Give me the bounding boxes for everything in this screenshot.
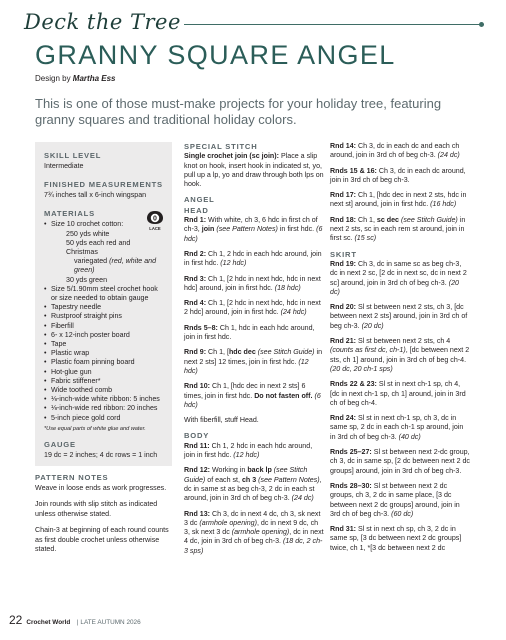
round-instruction: Rnd 11: Ch 1, 2 hdc in each hdc around, join in first hdc. (12 hdc) xyxy=(184,441,313,460)
list-item: • Size 10 crochet cotton: xyxy=(44,220,164,229)
pattern-note: Join rounds with slip stitch as indicated unless otherwise stated. xyxy=(35,500,158,518)
round-instruction: Rnds 22 & 23: Sl st in next ch-1 sp, ch 4, [dc in next ch-1 sp, ch 1] around, join in 3rd ch of beg ch-4. xyxy=(330,380,466,407)
list-item: • 5-inch piece gold cord xyxy=(44,414,164,423)
instructions-column-2 xyxy=(184,142,324,562)
list-item: • Plastic foam pinning board xyxy=(44,358,164,367)
page-footer xyxy=(9,611,141,629)
round-instruction: Rnds 5–8: Ch 1, hdc in each hdc around, join in first hdc. xyxy=(184,323,315,342)
pattern-notes xyxy=(35,473,175,561)
list-item: 250 yds white xyxy=(66,229,110,238)
pattern-note: Chain-3 at beginning of each round counts as first double crochet unless otherwise stated. xyxy=(35,526,169,554)
round-instruction: Rnd 12: Working in back lp (see Stitch Guide) of each st, ch 3 (see Pattern Notes), dc in same st as beg ch-3, 2 dc in each st around, join in 3rd ch of beg ch-3. (24 dc) xyxy=(184,466,322,503)
list-item: • Fabric stiffener* xyxy=(44,377,164,386)
special-stitch-heading: SPECIAL STITCH xyxy=(184,142,258,151)
skill-level: Intermediate xyxy=(44,162,84,170)
angel-heading: ANGEL xyxy=(184,195,215,205)
body-subheading: BODY xyxy=(184,431,210,441)
instruction-text: With fiberfill, stuff Head. xyxy=(184,416,259,425)
round-instruction: Rnds 15 & 16: Ch 3, dc in each dc around, join in 3rd ch of beg ch-3. xyxy=(330,166,466,184)
round-instruction: Rnds 28–30: Sl st between next 2 dc groups, ch 3, 2 dc in same place, [3 dc between next 2 dc groups] around, join in 3rd ch of beg ch-3. (60 dc) xyxy=(330,481,460,518)
header-divider xyxy=(184,24,484,25)
list-item: • ⅛-inch-wide white ribbon: 5 inches xyxy=(44,395,164,404)
skirt-subheading: SKIRT xyxy=(330,249,357,259)
pattern-note: Weave in loose ends as work progresses. xyxy=(35,484,167,492)
round-instruction: Rnd 24: Sl st in next ch-1 sp, ch 3, dc in same sp, 2 dc in each ch-1 sp around, join in 3rd ch of beg ch-3. (40 dc) xyxy=(330,414,464,441)
list-item: • Tapestry needle xyxy=(44,303,164,312)
list-item: • ⅛-inch-wide red ribbon: 20 inches xyxy=(44,404,164,413)
special-stitch: Single crochet join (sc join): Place a slip knot on hook, insert hook in indicated st, yo, pull up a lp, yo and draw through both lps on hook. xyxy=(184,152,324,189)
round-instruction: Rnd 9: Ch 1, [hdc dec (see Stitch Guide) in next 2 sts] 12 times, join in first hdc. (12 hdc) xyxy=(184,348,323,375)
list-item: • Hot-glue gun xyxy=(44,368,164,377)
materials-list xyxy=(44,220,164,422)
round-instruction: Rnds 25–27: Sl st between next 2-dc group, ch 3, dc in same sp, [2 dc between next 2 dc groups] around, join in 3rd ch of beg ch-3. xyxy=(330,448,470,475)
list-item: • Plastic wrap xyxy=(44,349,164,358)
section-header xyxy=(24,10,484,36)
list-item: 50 yds each red and Christmas xyxy=(66,238,131,257)
round-instruction: Rnd 3: Ch 1, [2 hdc in next hdc, hdc in next hdc] around, join in first hdc. (18 hdc) xyxy=(184,274,321,292)
yarn-weight-number: 0 xyxy=(153,215,157,223)
gauge: 19 dc = 2 inches; 4 dc rows = 1 inch xyxy=(44,450,158,459)
list-item: • Size 5/1.90mm steel crochet hook or size needed to obtain gauge xyxy=(44,285,164,303)
round-instruction: Rnd 17: Ch 1, [hdc dec in next 2 sts, hdc in next st] around, join in first hdc. (16 hdc) xyxy=(330,191,467,209)
finished-measurements: 7¾ inches tall x 6-inch wingspan xyxy=(44,191,147,200)
list-item: 30 yds green xyxy=(66,275,108,284)
round-instruction: Rnd 4: Ch 1, [2 hdc in next hdc, hdc in next 2 hdc] around, join in first hdc. (24 hdc) xyxy=(184,299,321,317)
yarn-weight-label: LACE xyxy=(149,226,161,231)
info-sidebar xyxy=(35,142,172,466)
footer-separator: | xyxy=(76,619,79,626)
magazine-name: Crochet World xyxy=(26,619,71,626)
page-number: 22 xyxy=(9,613,23,627)
round-instruction: Rnd 18: Ch 1, sc dec (see Stitch Guide) in next 2 sts, sc in each rem st around, join in first sc. (15 sc) xyxy=(330,215,466,243)
round-instruction: Rnd 21: Sl st between next 2 sts, ch 4 (counts as first dc, ch-1), [dc between next 2 sts, ch 1] around, join in 3rd ch of beg ch-4. (20 dc, 20 ch-1 sps) xyxy=(330,337,470,373)
list-item: • Wide toothed comb xyxy=(44,386,164,395)
section-script-title: Deck the Tree xyxy=(24,10,181,34)
pattern-notes-heading: PATTERN NOTES xyxy=(35,473,109,482)
list-item: • Tape xyxy=(44,340,164,349)
list-item: variegated (red, white and green) xyxy=(74,257,157,275)
round-instruction: Rnd 31: Sl st in next ch sp, ch 3, 2 dc in same sp, [3 dc between next 2 dc groups] twice, ch 1, *[3 dc between next 2 dc xyxy=(330,525,462,552)
materials-heading: MATERIALS xyxy=(44,209,95,219)
gauge-heading: GAUGE xyxy=(44,439,76,449)
round-instruction: Rnd 13: Ch 3, dc in next 4 dc, ch 3, sk next 3 dc (armhole opening), dc in next 9 dc, ch 3, sk next 3 dc (armhole opening), dc in next 4 dc, join in 3rd ch of beg ch-3. (18 dc, 2 ch-3 sps) xyxy=(184,509,324,555)
list-item: • Fiberfill xyxy=(44,322,164,331)
skill-level-heading: SKILL LEVEL xyxy=(44,151,102,160)
head-subheading: HEAD xyxy=(184,205,209,215)
round-instruction: Rnd 20: Sl st between next 2 sts, ch 3, [dc between next 2 sts] around, join in 3rd ch of beg ch-3. (20 dc) xyxy=(330,303,468,330)
designer-credit: Design by Martha Ess xyxy=(35,74,116,83)
materials-footnote: *Use equal parts of white glue and water. xyxy=(44,425,146,432)
list-item: • Rustproof straight pins xyxy=(44,312,164,321)
round-instruction: Rnd 19: Ch 3, dc in same sc as beg ch-3, dc in next 2 sc, [2 dc in next sc, dc in next 2 sc] around, join in 3rd ch of beg ch-3. (20 dc) xyxy=(330,259,467,296)
instructions-column-3 xyxy=(330,142,470,559)
intro-text: This is one of those must-make projects for your holiday tree, featuring granny squares and traditional holiday colors. xyxy=(35,96,442,127)
yarn-weight-icon xyxy=(146,210,164,232)
round-instruction: Rnd 2: Ch 1, 2 hdc in each hdc around, join in first hdc. (12 hdc) xyxy=(184,249,322,268)
issue-label: LATE AUTUMN 2026 xyxy=(80,619,141,626)
round-instruction: Rnd 10: Ch 1, [hdc dec in next 2 sts] 6 times, join in first hdc. Do not fasten off. (6 hdc) xyxy=(184,382,321,409)
round-instruction: Rnd 14: Ch 3, dc in each dc and each ch around, join in 3rd ch of beg ch-3. (24 dc) xyxy=(330,142,460,160)
designer-name: Martha Ess xyxy=(72,74,116,83)
round-instruction: Rnd 1: With white, ch 3, 6 hdc in first ch of ch-3, join (see Pattern Notes) in first hdc. (6 hdc) xyxy=(184,216,323,243)
list-item: • 6- x 12-inch poster board xyxy=(44,331,164,340)
finished-measurements-heading: FINISHED MEASUREMENTS xyxy=(44,180,163,190)
pattern-title: GRANNY SQUARE ANGEL xyxy=(35,40,396,70)
